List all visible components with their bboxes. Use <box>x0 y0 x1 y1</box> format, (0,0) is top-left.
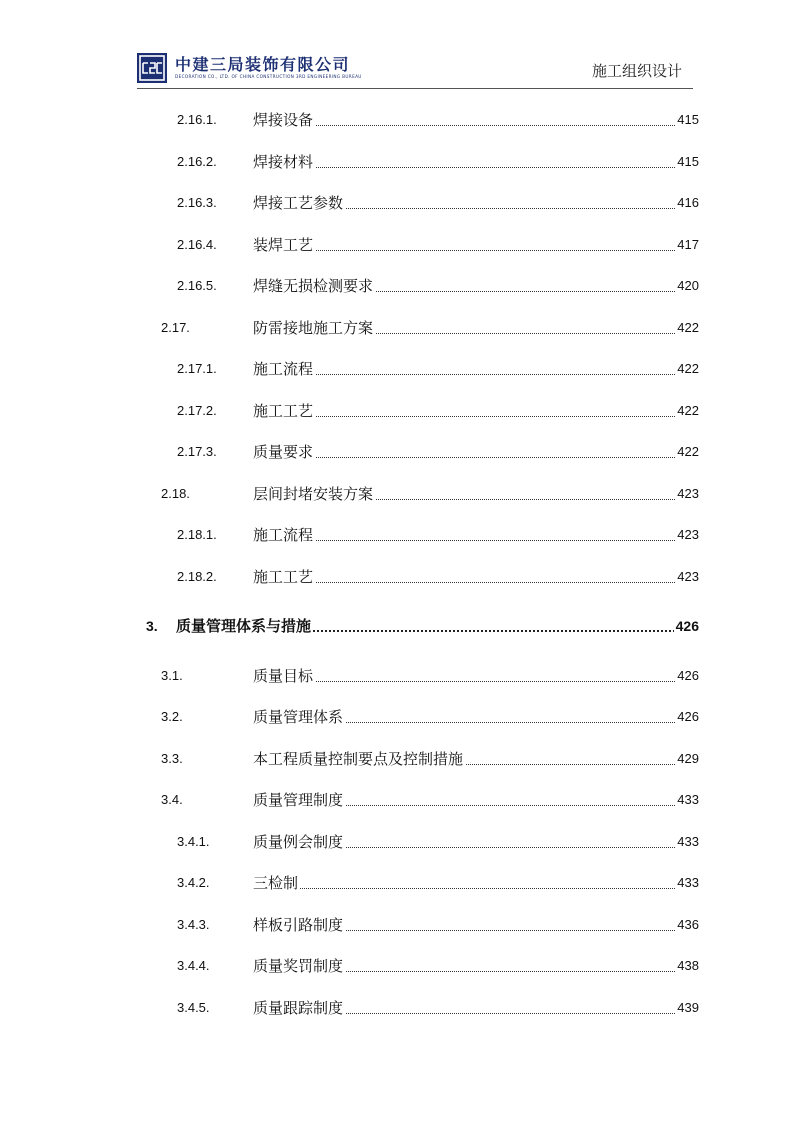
toc-entry-title: 层间封堵安装方案 <box>253 485 374 503</box>
toc-entry-page: 438 <box>677 958 699 973</box>
toc-entry-title: 施工流程 <box>253 360 314 378</box>
toc-entry[interactable] <box>0 706 793 728</box>
toc-entry-number: 3.3. <box>161 751 183 766</box>
toc-entry[interactable] <box>0 109 793 131</box>
toc-entry-page: 422 <box>677 320 699 335</box>
toc-entry[interactable] <box>0 955 793 977</box>
toc-entry-page: 423 <box>677 486 699 501</box>
header-divider <box>137 88 693 89</box>
toc-entry-number: 3.4. <box>161 792 183 807</box>
toc-entry-number: 3.4.4. <box>177 958 210 973</box>
toc-dot-leader <box>253 373 699 375</box>
toc-entry-page: 415 <box>677 154 699 169</box>
toc-entry[interactable] <box>0 400 793 422</box>
toc-entry-number: 2.18. <box>161 486 190 501</box>
toc-entry-number: 2.17.3. <box>177 444 217 459</box>
toc-entry[interactable] <box>0 483 793 505</box>
toc-entry[interactable] <box>0 566 793 588</box>
company-name-en: DECORATION CO., LTD. OF CHINA CONSTRUCTION 3RD ENGINEERING BUREAU <box>175 74 362 79</box>
toc-entry-page: 429 <box>677 751 699 766</box>
toc-entry-title: 装焊工艺 <box>253 236 314 254</box>
toc-entry[interactable] <box>0 151 793 173</box>
toc-entry[interactable] <box>0 748 793 770</box>
company-name-cn: 中建三局装饰有限公司 <box>175 55 351 74</box>
toc-entry[interactable] <box>0 317 793 339</box>
toc-dot-leader <box>253 680 699 682</box>
toc-entry-page: 423 <box>677 527 699 542</box>
toc-entry[interactable] <box>0 789 793 811</box>
toc-entry-title: 防雷接地施工方案 <box>253 319 374 337</box>
toc-entry-page: 420 <box>677 278 699 293</box>
cscec-logo-icon <box>137 53 167 83</box>
toc-entry[interactable] <box>0 441 793 463</box>
toc-dot-leader <box>253 887 699 889</box>
toc-entry-title: 质量跟踪制度 <box>253 999 344 1017</box>
toc-entry-title: 质量管理体系 <box>253 708 344 726</box>
toc-dot-leader <box>253 581 699 583</box>
toc-entry-title: 焊接材料 <box>253 153 314 171</box>
toc-entry-title: 施工工艺 <box>253 402 314 420</box>
toc-entry-number: 3. <box>146 618 158 634</box>
toc-entry-page: 422 <box>677 444 699 459</box>
toc-entry[interactable] <box>0 524 793 546</box>
toc-dot-leader <box>253 166 699 168</box>
toc-entry[interactable] <box>0 192 793 214</box>
toc-dot-leader <box>253 456 699 458</box>
toc-entry[interactable] <box>0 997 793 1019</box>
toc-entry-page: 423 <box>677 569 699 584</box>
document-title: 施工组织设计 <box>592 62 683 80</box>
toc-entry-title: 质量奖罚制度 <box>253 957 344 975</box>
toc-entry-number: 3.1. <box>161 668 183 683</box>
toc-dot-leader <box>253 124 699 126</box>
toc-entry-title: 样板引路制度 <box>253 916 344 934</box>
toc-entry-number: 3.4.3. <box>177 917 210 932</box>
page-header <box>0 0 793 100</box>
toc-entry-number: 2.18.1. <box>177 527 217 542</box>
toc-entry-title: 质量要求 <box>253 443 314 461</box>
toc-entry-number: 2.18.2. <box>177 569 217 584</box>
toc-entry-title: 质量管理体系与措施 <box>176 617 312 635</box>
toc-entry-page: 422 <box>677 403 699 418</box>
toc-entry-number: 2.16.4. <box>177 237 217 252</box>
toc-dot-leader <box>253 415 699 417</box>
toc-entry-number: 2.16.2. <box>177 154 217 169</box>
toc-entry-number: 3.4.5. <box>177 1000 210 1015</box>
toc-entry-title: 质量目标 <box>253 667 314 685</box>
toc-entry-title: 质量管理制度 <box>253 791 344 809</box>
toc-entry-title: 本工程质量控制要点及控制措施 <box>253 750 464 768</box>
toc-entry-number: 3.4.1. <box>177 834 210 849</box>
toc-entry-title: 三检制 <box>253 874 299 892</box>
toc-entry[interactable] <box>0 665 793 687</box>
toc-entry[interactable] <box>0 914 793 936</box>
toc-entry-title: 焊接设备 <box>253 111 314 129</box>
toc-entry-number: 2.16.1. <box>177 112 217 127</box>
toc-entry-number: 2.17.1. <box>177 361 217 376</box>
toc-dot-leader <box>253 249 699 251</box>
toc-entry-number: 3.4.2. <box>177 875 210 890</box>
toc-entry-title: 焊缝无损检测要求 <box>253 277 374 295</box>
toc-entry[interactable] <box>0 831 793 853</box>
toc-entry-number: 2.17. <box>161 320 190 335</box>
toc-chapter-entry[interactable] <box>0 615 793 637</box>
toc-entry[interactable] <box>0 358 793 380</box>
toc-entry[interactable] <box>0 234 793 256</box>
toc-entry[interactable] <box>0 872 793 894</box>
toc-entry-number: 2.16.3. <box>177 195 217 210</box>
toc-entry-number: 2.16.5. <box>177 278 217 293</box>
toc-dot-leader <box>253 539 699 541</box>
toc-entry-number: 3.2. <box>161 709 183 724</box>
toc-entry-page: 426 <box>677 709 699 724</box>
toc-entry-page: 436 <box>677 917 699 932</box>
toc-entry-page: 433 <box>677 834 699 849</box>
toc-entry-page: 422 <box>677 361 699 376</box>
toc-entry-title: 施工工艺 <box>253 568 314 586</box>
toc-entry[interactable] <box>0 275 793 297</box>
toc-entry-title: 质量例会制度 <box>253 833 344 851</box>
toc-entry-page: 433 <box>677 792 699 807</box>
toc-entry-page: 417 <box>677 237 699 252</box>
toc-entry-title: 施工流程 <box>253 526 314 544</box>
toc-entry-page: 426 <box>677 668 699 683</box>
toc-entry-page: 439 <box>677 1000 699 1015</box>
toc-entry-title: 焊接工艺参数 <box>253 194 344 212</box>
toc-entry-page: 426 <box>675 618 699 634</box>
toc-entry-number: 2.17.2. <box>177 403 217 418</box>
toc-entry-page: 415 <box>677 112 699 127</box>
toc-entry-page: 433 <box>677 875 699 890</box>
toc-entry-page: 416 <box>677 195 699 210</box>
